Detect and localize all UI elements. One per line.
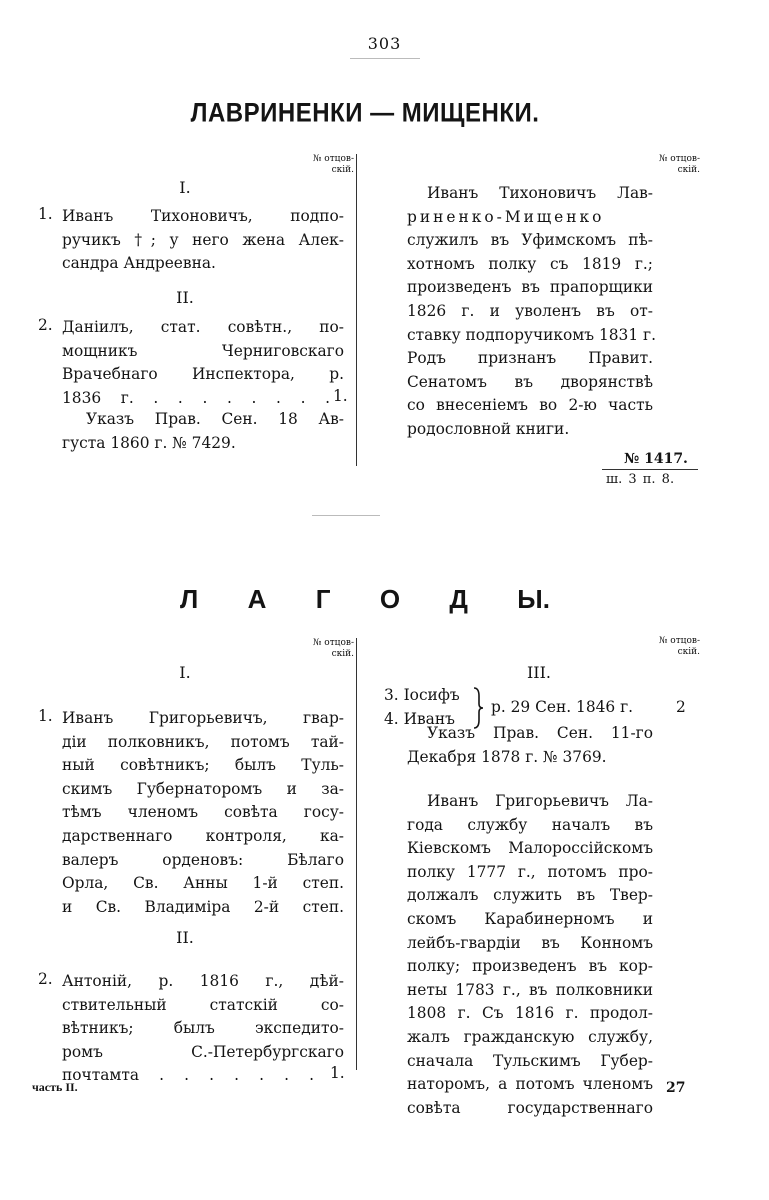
section1-entry-number: 2. [38,316,53,334]
section1-biography [407,182,656,442]
text-line: Даніилъ, стат. совѣтн., по- [62,318,344,336]
section2-gen3-father: 2 [676,698,686,716]
section2-biography [407,790,653,1120]
text-line: должалъ служить въ Твер- [407,886,653,905]
text-line: Иванъ Тихоновичъ, подпо- [62,207,344,225]
text-line: ставку подпоручикомъ 1831 г. [407,325,656,344]
text-line: полку 1777 г., потомъ про- [407,862,653,881]
text-line: ромъ С.-Петербургскаго [62,1042,344,1061]
text-line: Сенатомъ въ дворянствѣ [407,372,653,391]
text-line: полку; произведенъ въ кор- [407,957,653,976]
page-number: 303 [367,34,402,53]
text-line: Иванъ Григорьевичъ Ла- [427,792,653,810]
text-line: ный совѣтникъ; былъ Туль- [62,756,344,775]
col-header-line: № отцов- [658,636,700,646]
text-line: Иванъ Григорьевичъ, гвар- [62,709,344,727]
title-letter: О [379,584,401,614]
title-letter: А [247,584,267,614]
text-line: сначала Тульскимъ Губер- [407,1051,653,1070]
title-letter: Д [449,584,468,614]
section1-ref-number: № 1417. [624,451,688,467]
text-line: сандра Андреевна. [62,254,216,273]
text-line: мощникъ Черниговскаго [62,341,344,360]
text-line: Врачебнаго Инспектора, р. [62,365,344,384]
text-line: 1836 г. . . . . . . . . [62,388,330,407]
col-header-line: скій. [677,647,700,657]
col-header-line: № отцов- [312,638,354,648]
section2-generation-1: I. [179,663,191,682]
section2-generation-2: II. [176,928,194,947]
gen3-entry-name: Іосифъ [403,686,460,704]
footer-part-label: часть II. [32,1080,78,1094]
gen3-entry-number: 4. [384,709,399,728]
section1-ukaz [62,408,344,455]
section2-entry-number: 2. [38,970,53,988]
gen3-entry-number: 3. [384,686,399,704]
text-line: родословной книги. [407,419,570,438]
text-line: Родъ признанъ Правит. [407,349,653,368]
text-line: неты 1783 г., въ полковники [407,980,653,999]
text-line: Иванъ Тихоновичъ Лав- [427,184,653,202]
text-line: вѣтникъ; былъ экспедито- [62,1019,344,1038]
text-line: скомъ Карабинерномъ и [407,909,653,928]
text-line: дарственнаго контроля, ка- [62,826,344,845]
page-number-rule [350,58,420,59]
section1-title: ЛАВРИНЕНКИ — МИЩЕНКИ. [190,98,540,129]
text-line: ручикъ †; у него жена Алек- [62,230,344,249]
section2-ukaz [407,722,653,769]
text-line: Кіевскомъ Малороссійскомъ [407,839,653,858]
section1-left-col-header [300,154,354,176]
text-line: совѣта государственнаго [407,1098,653,1117]
section2-entry-number: 1. [38,707,53,725]
section2-column-rule [356,638,357,1070]
col-header-line: № отцов- [658,154,700,164]
text-line: со внесеніемъ во 2-ю часть [407,396,653,415]
text-line: служилъ въ Уфимскомъ пѣ- [407,231,653,250]
text-line: 1808 г. Съ 1816 г. продол- [407,1004,653,1023]
section2-generation-3: III. [526,663,552,682]
col-header-line: скій. [331,649,354,659]
text-line: лейбъ-гвардіи въ Конномъ [407,933,653,952]
text-line: густа 1860 г. № 7429. [62,433,236,452]
text-line: діи полковникъ, потомъ тай- [62,732,344,751]
text-line: Декабря 1878 г. № 3769. [407,747,607,766]
text-line: Антоній, р. 1816 г., дѣй- [62,972,344,990]
section2-entry-1 [62,707,344,919]
section1-entry-number: 1. [38,205,53,223]
text-line: года службу началъ въ [407,815,653,834]
col-header-line: скій. [677,165,700,175]
text-line: 1826 г. и уволенъ въ от- [407,301,653,320]
footer-signature-number: 27 [666,1080,686,1096]
text-line: произведенъ въ прапорщики [407,278,653,297]
section1-generation-1: I. [179,178,191,197]
gen3-entry-name: Иванъ [403,709,455,728]
text-line: валеръ орденовъ: Бѣлаго [62,850,344,869]
section1-entry-2 [62,316,344,410]
section-divider [312,515,380,516]
title-letter: Л [180,584,199,614]
col-header-line: скій. [331,165,354,175]
section2-left-col-header [300,638,354,660]
section1-ref-location: ш. 3 п. 8. [606,472,675,487]
section2-title [180,584,550,615]
gen3-entry [384,684,474,708]
section1-generation-2: II. [176,288,194,307]
text-line: Указъ Прав. Сен. 18 Ав- [86,410,344,428]
text-line: Орла, Св. Анны 1-й степ. [62,874,344,893]
text-line: жалъ гражданскую службу, [407,1027,653,1046]
section1-father-number: 1. [333,387,348,405]
text-line: ствительный статскій со- [62,995,344,1014]
section2-entry-2 [62,970,344,1088]
title-letter: Г [315,584,331,614]
text-line: и Св. Владиміра 2-й степ. [62,897,344,916]
section1-entry-1 [62,205,344,276]
text-line: Указъ Прав. Сен. 11-го [427,724,653,742]
text-line: тѣмъ членомъ совѣта госу- [62,803,344,822]
title-letter: Ы. [517,584,550,614]
text-line: почтамта . . . . . . . [62,1066,314,1085]
section2-right-col-header [646,636,700,658]
text-line: риненко-Мищенко [407,207,605,226]
text-line: хотномъ полку съ 1819 г.; [407,254,653,273]
section1-column-rule [356,154,357,466]
text-line: скимъ Губернаторомъ и за- [62,779,344,798]
col-header-line: № отцов- [312,154,354,164]
section2-gen3-birth: р. 29 Сен. 1846 г. [491,698,634,716]
section1-ref-rule [602,469,698,470]
section2-father-number: 1. [330,1064,345,1082]
text-line: наторомъ, а потомъ членомъ [407,1075,653,1094]
section1-right-col-header [646,154,700,176]
